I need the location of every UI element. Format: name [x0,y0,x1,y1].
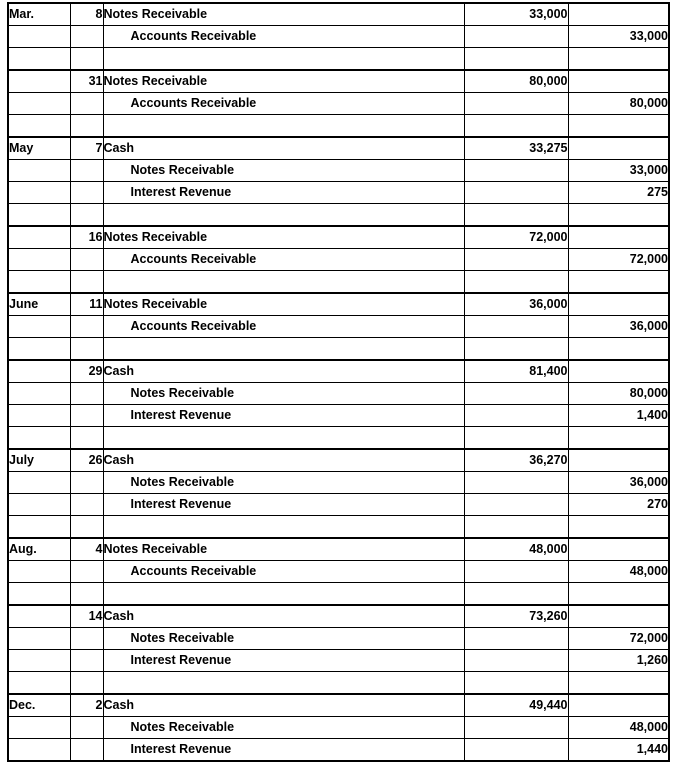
journal-entry-row [8,383,669,405]
journal-cell-debit [464,472,568,494]
journal-entry-row [8,360,669,383]
journal-cell-credit [568,672,669,695]
journal-cell-debit [464,249,568,271]
journal-cell-description: Cash [103,360,464,383]
journal-cell-credit: 72,000 [568,628,669,650]
journal-cell-credit: 36,000 [568,316,669,338]
journal-cell-day [70,427,103,450]
journal-cell-month [8,360,70,383]
journal-entry-row [8,472,669,494]
journal-cell-debit [464,26,568,48]
journal-cell-month [8,383,70,405]
journal-container [7,2,668,762]
journal-cell-debit [464,338,568,361]
journal-spacer-row [8,516,669,539]
journal-cell-debit [464,717,568,739]
journal-cell-day [70,115,103,138]
journal-cell-description: Notes Receivable [103,293,464,316]
journal-cell-month [8,494,70,516]
journal-cell-debit [464,160,568,182]
journal-entry-row [8,137,669,160]
journal-cell-credit: 1,440 [568,739,669,762]
journal-cell-credit: 36,000 [568,472,669,494]
journal-cell-credit [568,271,669,294]
journal-cell-credit [568,70,669,93]
journal-entry-row [8,160,669,182]
journal-cell-description [103,115,464,138]
journal-cell-description [103,672,464,695]
journal-cell-day [70,672,103,695]
journal-entry-row [8,182,669,204]
journal-cell-credit [568,605,669,628]
journal-cell-day: 16 [70,226,103,249]
journal-cell-month [8,583,70,606]
journal-spacer-row [8,427,669,450]
journal-cell-month [8,405,70,427]
journal-cell-day [70,383,103,405]
journal-cell-month [8,316,70,338]
journal-cell-credit [568,427,669,450]
journal-cell-month: May [8,137,70,160]
journal-cell-debit [464,115,568,138]
journal-cell-month [8,561,70,583]
journal-cell-description: Cash [103,694,464,717]
journal-cell-day [70,583,103,606]
journal-cell-description: Notes Receivable [103,70,464,93]
journal-cell-description: Cash [103,605,464,628]
journal-entry-row [8,226,669,249]
journal-cell-description: Interest Revenue [103,650,464,672]
journal-cell-credit: 275 [568,182,669,204]
journal-cell-credit: 270 [568,494,669,516]
journal-cell-month: Aug. [8,538,70,561]
journal-cell-description: Accounts Receivable [103,26,464,48]
journal-cell-debit [464,427,568,450]
journal-cell-debit: 81,400 [464,360,568,383]
journal-entry-row [8,561,669,583]
journal-entry-row [8,449,669,472]
journal-cell-credit: 1,260 [568,650,669,672]
journal-cell-description: Accounts Receivable [103,316,464,338]
journal-cell-description [103,338,464,361]
journal-entry-row [8,316,669,338]
journal-cell-credit [568,338,669,361]
journal-cell-debit [464,93,568,115]
journal-entry-row [8,538,669,561]
journal-spacer-row [8,204,669,227]
journal-cell-month [8,70,70,93]
journal-cell-credit [568,226,669,249]
journal-cell-debit [464,583,568,606]
journal-cell-credit [568,3,669,26]
journal-cell-day [70,472,103,494]
journal-cell-description [103,271,464,294]
journal-cell-description [103,516,464,539]
journal-cell-debit [464,494,568,516]
journal-cell-credit: 33,000 [568,160,669,182]
journal-cell-month [8,93,70,115]
journal-cell-description [103,48,464,71]
journal-cell-description: Interest Revenue [103,494,464,516]
journal-cell-month: June [8,293,70,316]
journal-cell-credit [568,516,669,539]
journal-cell-description: Notes Receivable [103,472,464,494]
journal-cell-description: Accounts Receivable [103,249,464,271]
journal-cell-description: Interest Revenue [103,739,464,762]
journal-cell-day [70,204,103,227]
journal-cell-debit [464,650,568,672]
journal-cell-day [70,739,103,762]
journal-cell-month [8,516,70,539]
journal-entry-row [8,717,669,739]
journal-cell-debit: 72,000 [464,226,568,249]
journal-cell-description: Interest Revenue [103,182,464,204]
journal-cell-credit [568,293,669,316]
journal-cell-month [8,115,70,138]
journal-cell-description: Accounts Receivable [103,561,464,583]
journal-cell-credit: 1,400 [568,405,669,427]
journal-cell-description [103,583,464,606]
journal-cell-credit: 48,000 [568,561,669,583]
journal-cell-month: Dec. [8,694,70,717]
journal-cell-day [70,717,103,739]
journal-cell-month [8,249,70,271]
journal-cell-month [8,160,70,182]
journal-cell-debit: 36,270 [464,449,568,472]
journal-cell-month [8,271,70,294]
journal-entry-row [8,628,669,650]
journal-cell-day: 7 [70,137,103,160]
journal-cell-credit [568,583,669,606]
journal-entry-row [8,3,669,26]
journal-cell-day [70,26,103,48]
journal-cell-debit [464,383,568,405]
journal-cell-description: Cash [103,137,464,160]
journal-cell-credit [568,538,669,561]
journal-cell-debit [464,182,568,204]
journal-cell-month [8,672,70,695]
journal-entry-row [8,26,669,48]
journal-entry-row [8,249,669,271]
journal-entry-row [8,293,669,316]
journal-cell-debit [464,271,568,294]
journal-entry-row [8,650,669,672]
journal-entry-row [8,739,669,762]
journal-cell-debit: 36,000 [464,293,568,316]
journal-entry-row [8,405,669,427]
journal-cell-day [70,160,103,182]
journal-cell-day: 14 [70,605,103,628]
journal-body [8,3,669,761]
journal-cell-description: Notes Receivable [103,538,464,561]
journal-cell-month [8,605,70,628]
journal-cell-day [70,338,103,361]
journal-cell-month [8,739,70,762]
journal-cell-description: Cash [103,449,464,472]
journal-cell-description [103,204,464,227]
journal-cell-day: 8 [70,3,103,26]
journal-cell-day: 26 [70,449,103,472]
journal-cell-debit: 49,440 [464,694,568,717]
journal-cell-description: Notes Receivable [103,226,464,249]
journal-cell-debit: 33,000 [464,3,568,26]
general-journal-table [7,2,670,762]
journal-cell-description: Notes Receivable [103,628,464,650]
journal-cell-credit [568,48,669,71]
journal-entry-row [8,494,669,516]
journal-cell-description: Notes Receivable [103,160,464,182]
journal-cell-day [70,182,103,204]
journal-cell-debit [464,204,568,227]
journal-cell-description: Notes Receivable [103,717,464,739]
journal-entry-row [8,93,669,115]
journal-cell-day [70,405,103,427]
journal-cell-day [70,516,103,539]
journal-cell-credit: 80,000 [568,383,669,405]
journal-cell-credit: 80,000 [568,93,669,115]
journal-cell-debit [464,516,568,539]
journal-cell-debit [464,739,568,762]
journal-cell-month: Mar. [8,3,70,26]
journal-cell-description: Notes Receivable [103,3,464,26]
journal-cell-credit [568,137,669,160]
journal-cell-debit: 33,275 [464,137,568,160]
journal-cell-credit [568,449,669,472]
journal-cell-day [70,628,103,650]
journal-entry-row [8,70,669,93]
journal-cell-month [8,717,70,739]
journal-cell-month [8,204,70,227]
journal-cell-day: 29 [70,360,103,383]
journal-spacer-row [8,271,669,294]
journal-cell-day [70,561,103,583]
journal-cell-debit [464,405,568,427]
journal-cell-month [8,182,70,204]
journal-cell-description: Accounts Receivable [103,93,464,115]
journal-cell-credit [568,360,669,383]
journal-cell-day: 11 [70,293,103,316]
journal-cell-month [8,26,70,48]
journal-cell-debit [464,48,568,71]
journal-cell-credit [568,204,669,227]
journal-cell-month [8,427,70,450]
journal-cell-day [70,48,103,71]
journal-cell-day [70,271,103,294]
journal-cell-month [8,650,70,672]
journal-spacer-row [8,115,669,138]
journal-cell-day [70,93,103,115]
journal-cell-credit: 33,000 [568,26,669,48]
journal-cell-credit [568,115,669,138]
journal-entry-row [8,694,669,717]
journal-spacer-row [8,48,669,71]
journal-cell-debit: 80,000 [464,70,568,93]
journal-cell-credit: 72,000 [568,249,669,271]
journal-entry-row [8,605,669,628]
journal-cell-credit [568,694,669,717]
journal-spacer-row [8,583,669,606]
journal-cell-description: Notes Receivable [103,383,464,405]
journal-cell-day [70,249,103,271]
journal-cell-debit: 73,260 [464,605,568,628]
journal-cell-day: 2 [70,694,103,717]
journal-cell-month [8,472,70,494]
journal-cell-debit [464,316,568,338]
journal-cell-debit: 48,000 [464,538,568,561]
journal-cell-debit [464,672,568,695]
journal-cell-description: Interest Revenue [103,405,464,427]
journal-cell-description [103,427,464,450]
journal-cell-day [70,316,103,338]
journal-cell-credit: 48,000 [568,717,669,739]
journal-cell-month [8,226,70,249]
journal-spacer-row [8,338,669,361]
journal-cell-month [8,628,70,650]
journal-cell-day [70,650,103,672]
journal-cell-day: 4 [70,538,103,561]
journal-cell-month: July [8,449,70,472]
journal-cell-debit [464,561,568,583]
journal-spacer-row [8,672,669,695]
journal-cell-debit [464,628,568,650]
journal-cell-day: 31 [70,70,103,93]
journal-cell-month [8,338,70,361]
journal-cell-month [8,48,70,71]
journal-cell-day [70,494,103,516]
